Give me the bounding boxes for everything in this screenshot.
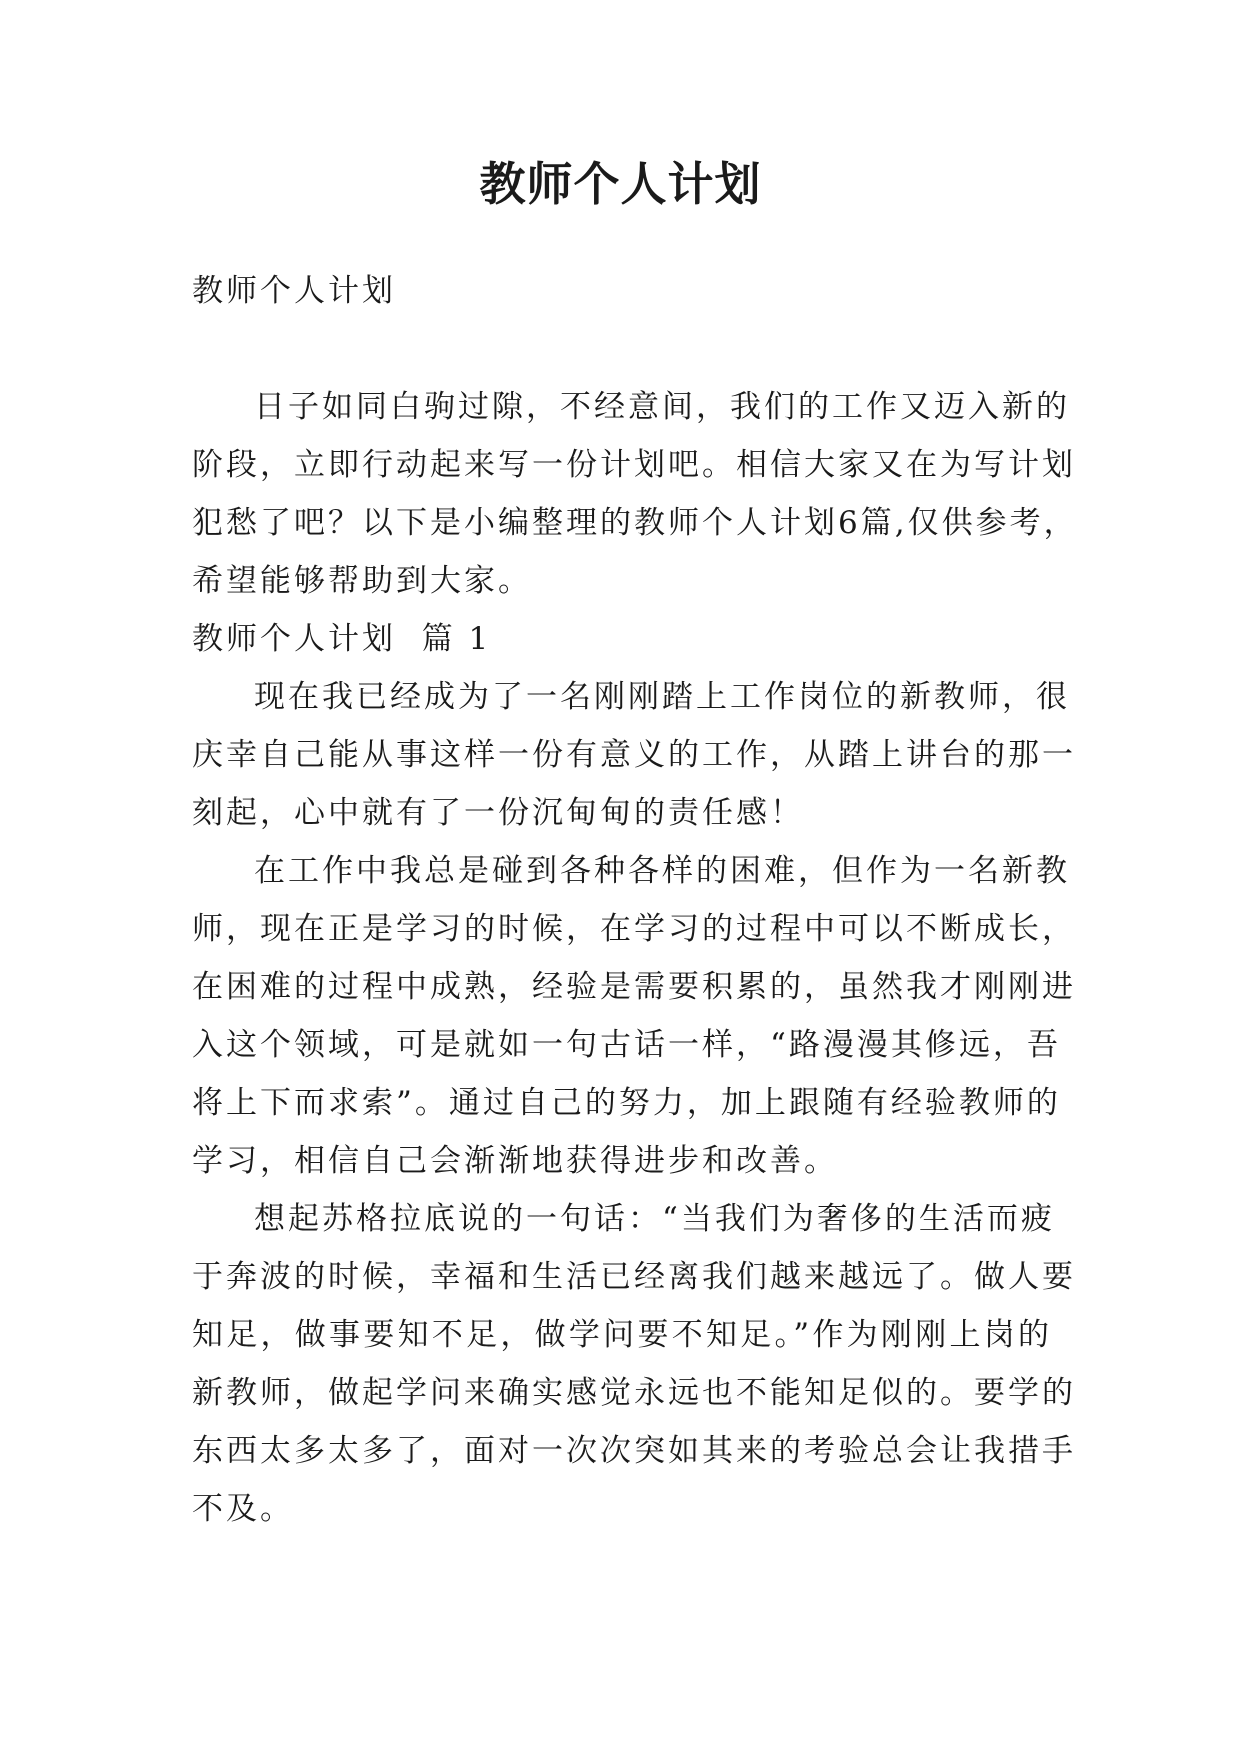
text-line: 不及。 — [192, 1491, 294, 1527]
text-line: 知足，做事要知不足，做学问要不知足。”作为刚刚上岗的 — [192, 1317, 1052, 1353]
text-line: 新教师，做起学问来确实感觉永远也不能知足似的。要学的 — [192, 1375, 1076, 1411]
text-line: 阶段，立即行动起来写一份计划吧。相信大家又在为写计划 — [192, 447, 1076, 483]
section-heading: 教师个人计划 篇 1 — [192, 621, 492, 657]
document-subtitle: 教师个人计划 — [192, 273, 396, 309]
paragraph-3 — [192, 1190, 1076, 1538]
text-line: 现在我已经成为了一名刚刚踏上工作岗位的新教师，很 — [254, 679, 1070, 715]
text-line: 学习，相信自己会渐渐地获得进步和改善。 — [192, 1143, 838, 1179]
page-title: 教师个人计划 — [479, 157, 762, 211]
text-line: 于奔波的时候，幸福和生活已经离我们越来越远了。做人要 — [192, 1259, 1076, 1295]
document-body — [192, 262, 1078, 1538]
text-line: 想起苏格拉底说的一句话：“当我们为奢侈的生活而疲 — [254, 1201, 1055, 1237]
intro-paragraph — [192, 378, 1078, 610]
text-line: 东西太多太多了，面对一次次突如其来的考验总会让我措手 — [192, 1433, 1076, 1469]
text-line: 入这个领域，可是就如一句古话一样，“路漫漫其修远，吾 — [192, 1027, 1061, 1063]
text-line: 希望能够帮助到大家。 — [192, 563, 532, 599]
text-line: 庆幸自己能从事这样一份有意义的工作，从踏上讲台的那一 — [192, 737, 1076, 773]
text-line: 师，现在正是学习的时候，在学习的过程中可以不断成长， — [192, 911, 1076, 947]
text-line: 在工作中我总是碰到各种各样的困难，但作为一名新教 — [254, 853, 1070, 889]
paragraph-1 — [192, 668, 1076, 842]
text-line: 犯愁了吧？以下是小编整理的教师个人计划6篇,仅供参考， — [192, 505, 1078, 541]
text-line: 刻起，心中就有了一份沉甸甸的责任感！ — [192, 795, 804, 831]
text-line: 日子如同白驹过隙，不经意间，我们的工作又迈入新的 — [254, 389, 1070, 425]
text-line: 将上下而求索”。通过自己的努力，加上跟随有经验教师的 — [192, 1085, 1061, 1121]
paragraph-2 — [192, 842, 1076, 1190]
text-line: 在困难的过程中成熟，经验是需要积累的，虽然我才刚刚进 — [192, 969, 1076, 1005]
